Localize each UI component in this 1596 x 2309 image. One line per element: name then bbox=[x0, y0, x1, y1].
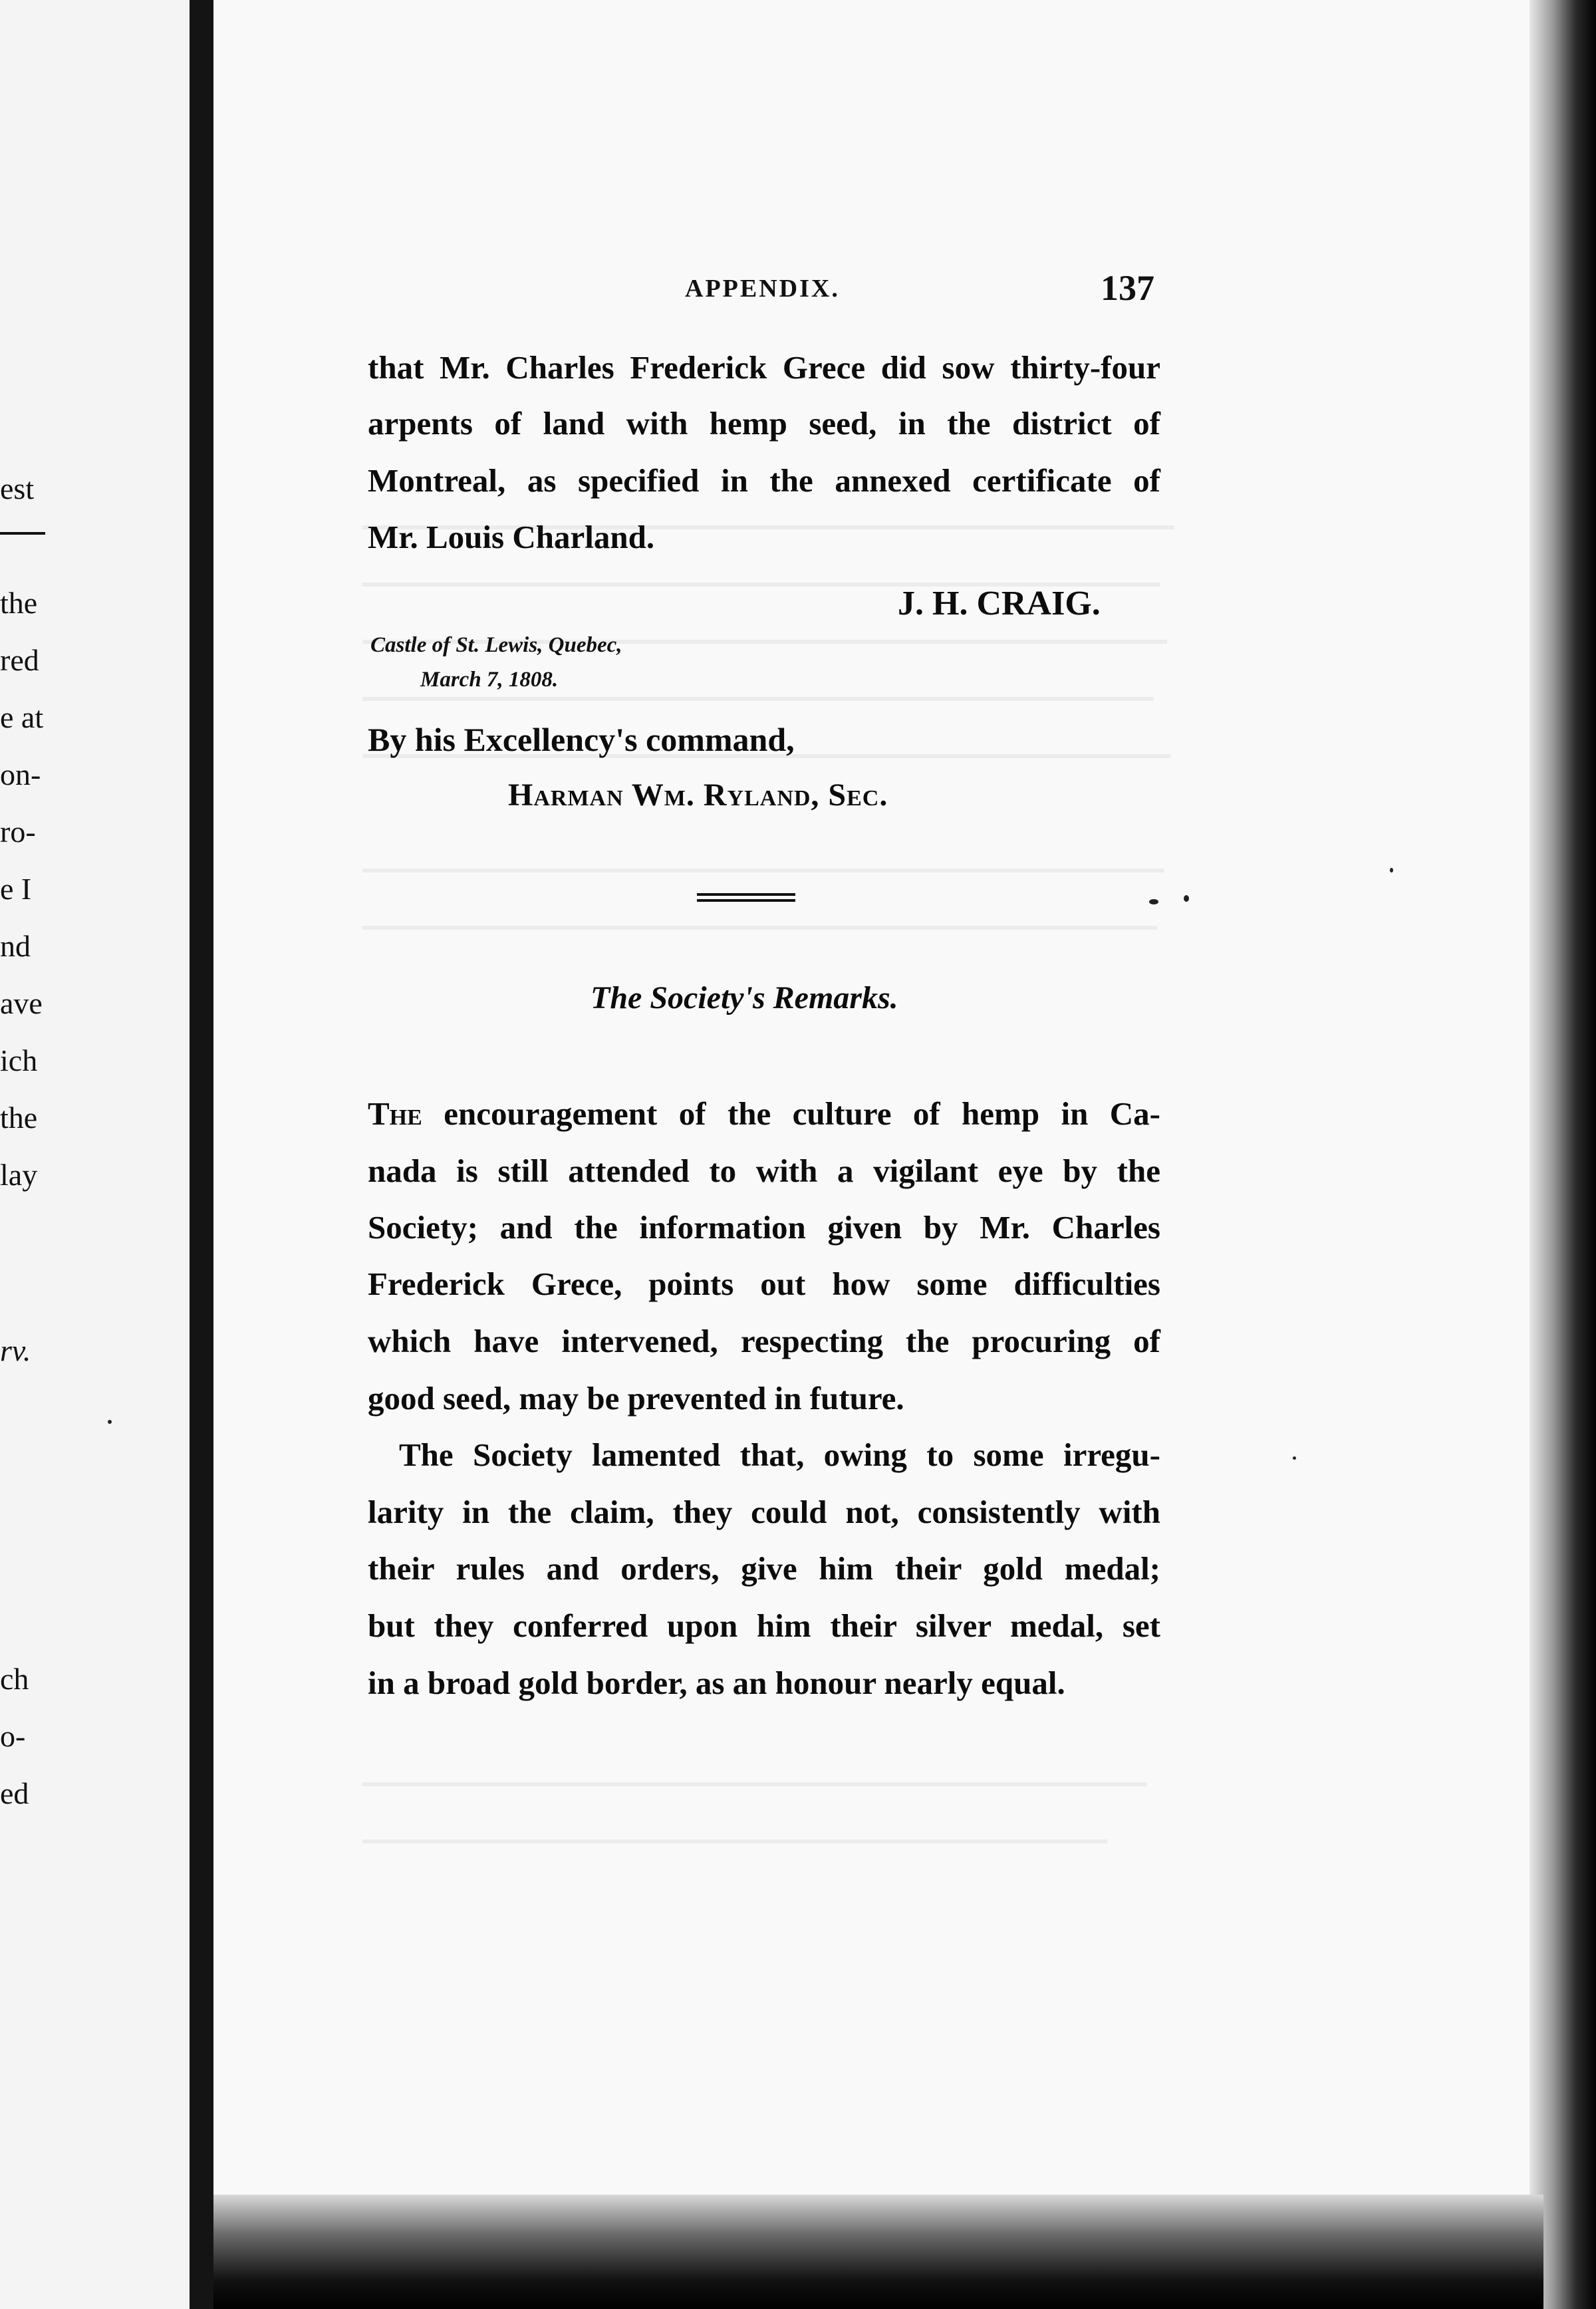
bottom-edge-shadow bbox=[213, 2195, 1543, 2309]
paragraph-line: Frederick Grece, points out how some difficulties bbox=[368, 1266, 1160, 1302]
book-spine bbox=[190, 0, 213, 2309]
left-page-fragment: e I bbox=[0, 872, 32, 906]
signature: J. H. CRAIG. bbox=[898, 585, 1101, 622]
left-page-fragment: e at bbox=[0, 700, 44, 734]
left-page-fragment: o- bbox=[0, 1719, 26, 1753]
paragraph-line-rest: encouragement of the culture of hemp in Ca- bbox=[422, 1095, 1160, 1132]
section-rule bbox=[697, 899, 795, 902]
place-line: Castle of St. Lewis, Quebec, bbox=[370, 633, 622, 657]
paragraph-line: in a broad gold border, as an honour nearly equal. bbox=[368, 1665, 1065, 1701]
paragraph-line: but they conferred upon him their silver medal, set bbox=[368, 1607, 1160, 1644]
date-line: March 7, 1808. bbox=[420, 668, 559, 692]
certificate-line: Montreal, as specified in the annexed certificate of bbox=[368, 462, 1160, 499]
left-page-fragment: ich bbox=[0, 1043, 38, 1077]
ink-speck bbox=[1184, 895, 1189, 902]
page-edge-shadow bbox=[1530, 0, 1596, 2309]
left-page-fragment: ch bbox=[0, 1662, 29, 1696]
secretary-line: Harman Wm. Ryland, Sec. bbox=[508, 777, 888, 813]
left-page-fragment: red bbox=[0, 643, 39, 677]
left-page-edge bbox=[0, 0, 190, 2309]
left-page-fragment: ave bbox=[0, 986, 43, 1020]
running-head: APPENDIX. bbox=[685, 275, 840, 303]
ink-speck bbox=[108, 1420, 112, 1424]
paragraph-line bbox=[368, 1097, 1160, 1130]
paragraph-line: nada is still attended to with a vigilant eye by the bbox=[368, 1153, 1160, 1189]
paragraph-line: The Society lamented that, owing to some irregu- bbox=[399, 1436, 1160, 1473]
paragraph-line: which have intervened, respecting the procuring of bbox=[368, 1323, 1160, 1359]
left-page-fragment: on- bbox=[0, 757, 41, 791]
section-title: The Society's Remarks. bbox=[591, 980, 898, 1016]
left-page-rule bbox=[0, 532, 45, 535]
paragraph-line: larity in the claim, they could not, consistently with bbox=[368, 1494, 1160, 1530]
left-page-fragment: rv. bbox=[0, 1333, 31, 1367]
paragraph-line: good seed, may be prevented in future. bbox=[368, 1380, 904, 1417]
left-page-fragment: the bbox=[0, 1101, 38, 1135]
paragraph-line: their rules and orders, give him their gold medal; bbox=[368, 1550, 1160, 1587]
certificate-line: Mr. Louis Charland. bbox=[368, 519, 655, 555]
left-page-fragment: nd bbox=[0, 929, 31, 963]
certificate-line: that Mr. Charles Frederick Grece did sow thirty-four bbox=[368, 349, 1160, 386]
paragraph-line: Society; and the information given by Mr. Charles bbox=[368, 1209, 1160, 1246]
command-line: By his Excellency's command, bbox=[368, 721, 795, 758]
ink-speck bbox=[1390, 868, 1393, 873]
ink-speck bbox=[1149, 899, 1158, 904]
left-page-fragment: est bbox=[0, 472, 35, 505]
left-page-fragment: ed bbox=[0, 1776, 29, 1810]
certificate-line: arpents of land with hemp seed, in the district of bbox=[368, 405, 1160, 442]
page-number: 137 bbox=[1101, 268, 1154, 308]
left-page-fragment: lay bbox=[0, 1158, 38, 1192]
drop-word: The bbox=[368, 1095, 422, 1132]
section-rule bbox=[697, 893, 795, 896]
ink-speck bbox=[1293, 1456, 1296, 1460]
left-page-fragment: ro- bbox=[0, 815, 36, 849]
left-page-fragment: the bbox=[0, 586, 38, 620]
